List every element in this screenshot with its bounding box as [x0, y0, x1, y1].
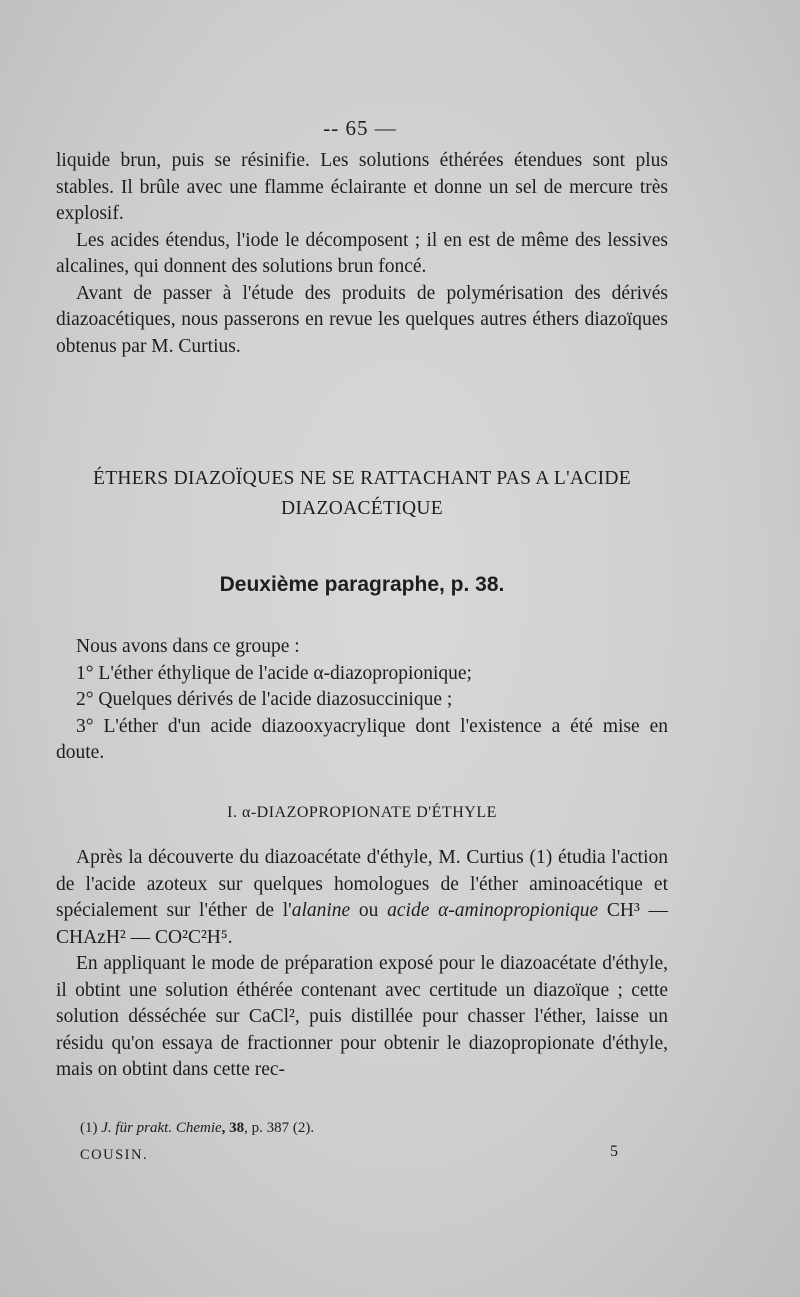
- chemical-formula: CH³ — CHAzH² — CO²C²H⁵.: [56, 900, 669, 948]
- footnote-mark: (1): [80, 1120, 102, 1136]
- subheading: Deuxième paragraphe, p. 38.: [219, 573, 505, 596]
- list-item: 1° L'éther éthylique de l'acide α-diazopropionique;: [76, 662, 472, 684]
- paragraph: [56, 845, 668, 951]
- section-heading-line2: DIAZOACÉTIQUE: [280, 498, 444, 519]
- group-intro: Nous avons dans ce groupe :: [76, 636, 300, 657]
- footnote-volume: , 38: [221, 1120, 245, 1136]
- list-item: 2° Quelques dérivés de l'acide diazosuccinique ;: [76, 689, 453, 710]
- section-heading: [56, 464, 668, 524]
- part-heading: I. α-DIAZOPROPIONATE D'ÉTHYLE: [227, 804, 497, 821]
- list-item: 3° L'éther d'un acide diazooxyacrylique dont l'existence a été mise en doute.: [56, 715, 668, 763]
- group-list: [56, 634, 668, 767]
- section-heading-line1: ÉTHERS DIAZOÏQUES NE SE RATTACHANT PAS A L'ACIDE: [92, 468, 631, 489]
- footnote-journal: J. für prakt. Chemie: [101, 1120, 222, 1136]
- page-number: -- 65 —: [323, 116, 397, 140]
- paragraph: En appliquant le mode de préparation exposé pour le diazoacétate d'éthyle, il obtint une solution éthérée contenant avec certitude un diazoïque ; cette solution désséchée sur CaCl², puis distillée pour chasser l'éther, laisse un résidu qu'on essaya de fractionner pour obtenir le diazopropionate d'éthyle, mais on obtint dans cette rec-: [56, 953, 668, 1080]
- signature-mark: COUSIN.: [80, 1147, 149, 1163]
- text-span: ou: [350, 900, 388, 921]
- body-text-block: [56, 845, 668, 1084]
- italic-term: alanine: [291, 900, 351, 921]
- paragraph: Les acides étendus, l'iode le décomposent ; il en est de même des lessives alcalines, qui donnent des solutions brun foncé.: [56, 229, 668, 277]
- footnote: [80, 1120, 314, 1137]
- italic-term: acide α-aminopropionique: [387, 900, 599, 921]
- text-span: Après la découverte du diazoacétate d'éthyle, M. Curtius (1) étudia l'action de l'acide azoteux sur quelques homologues de l'éther aminoacétique et spécialement sur l'éther de l': [56, 847, 668, 921]
- footnote-rest: , p. 387 (2).: [244, 1120, 315, 1136]
- paragraph: Avant de passer à l'étude des produits de polymérisation des dérivés diazoacétiques, nous passerons en revue les quelques autres éthers diazoïques obtenus par M. Curtius.: [56, 282, 668, 357]
- paragraph-continuation: liquide brun, puis se résinifie. Les solutions éthérées étendues sont plus stables. Il brûle avec une flamme éclairante et donne un sel de mercure très explosif.: [56, 150, 668, 224]
- sheet-number: 5: [610, 1143, 618, 1160]
- top-text-block: [56, 148, 668, 360]
